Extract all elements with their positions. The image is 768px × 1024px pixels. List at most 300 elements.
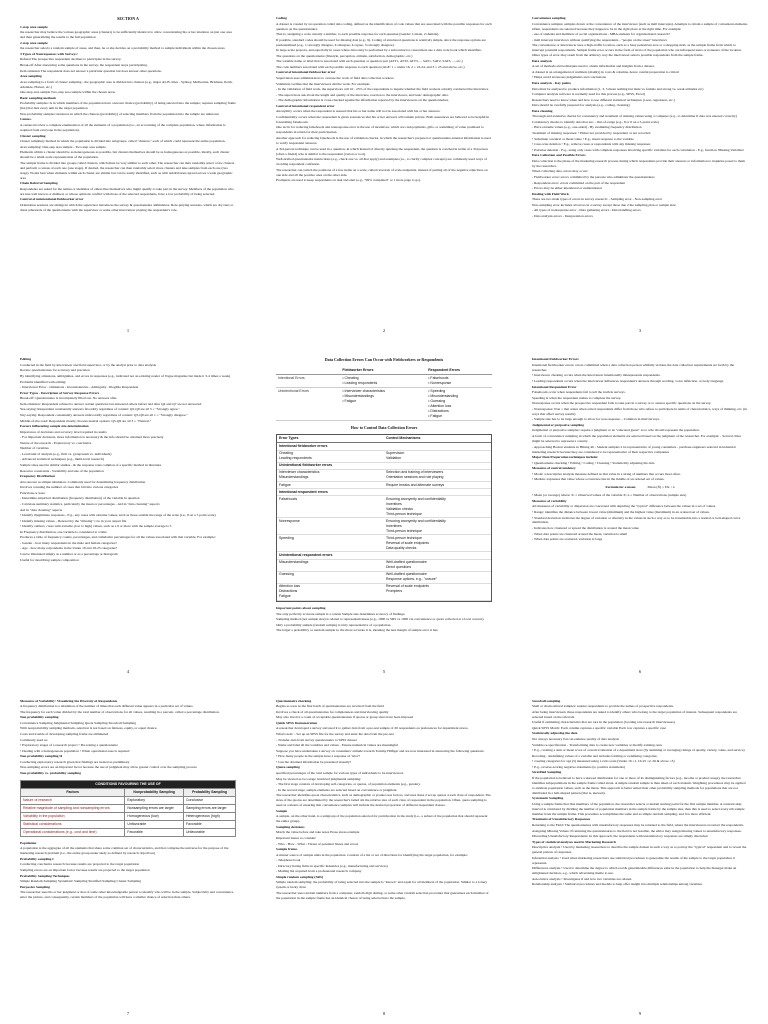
paragraph: Begins as soon as the first batch of questionnaires are received from the field [276,704,384,709]
section-heading: Snowball sampling [532,698,561,703]
section-heading: Types of statistical analyses used in Marketing Research [532,839,616,844]
paragraph: Orientation sessions are sittings in which the supervisor introduces the survey & questionnaire administers. Role-playing sessions, which are dry runs or dress rehearsals of the questionnaire with the supervisor or some other interviewer playing the respondent's role. [20,202,234,212]
paragraph: - The demographic information is cross-checked against the information reported by the interviewers on the questionnaires. [276,98,449,103]
column-header: Probability Sampling [183,788,235,796]
page-number: 5 [382,669,386,675]
section-heading: Systematic Sampling [532,796,564,801]
section-heading: Control of unintentional fieldworker error [20,197,84,202]
paragraph: Item omission The respondent does not answer a particular question but does answer other questions. [20,68,162,73]
paragraph: Nature of the research - Exploratory vs. conclusive [20,440,92,445]
paragraph: • Identify illegitimate responses - E.g., any cases with extreme values, such as those outside the range of the scale (i.e., 8 on a 7-point scale) [20,513,216,518]
paragraph: Resource constraints - Variability and size of the population [20,468,104,473]
paragraph: A form of convenience sampling in which the population elements are selected based on the judgment of the researcher. For example: - Several cities might be selected to represent a country [532,434,741,443]
page-number: 4 [126,669,130,675]
paragraph: Importance of decisions and accuracy level required in results [20,429,107,434]
paragraph: Supervision uses administrators to oversee the work of field data collection workers. [276,76,395,80]
paragraph: Simple random sampling: the probability of being selected into the sample is "known" and equal for all members of the population. Similar to a lottery system or lucky draw [276,880,488,890]
paragraph: Falsehoods occur when respondents fail to tell the truth in surveys. [532,390,626,395]
page-number: 8 [382,1010,386,1016]
paragraph: - When data points are scattered, variation is large [532,537,603,542]
control-mechanism-cell [384,463,491,469]
section-heading: 3 Types of Nonresponses with Surveys: [20,51,78,56]
paragraph: • E.g., creating a sum or mean score of overall evaluation of a department store (by summing or averaging ratings of quality, variety, value, and service) [532,748,745,753]
control-mechanism-cell: Selection and training of interviewers Orientation sessions and role playing [386,470,444,480]
value-cell: Favorable [183,820,235,828]
paragraph: Inferential analysis • Used when marketing researchers use statistical procedures to generalize the results of the sample to the target population it represents. [532,855,735,865]
paragraph: - Interviewer Error - Omissions - Inconsistencies - Ambiguity - Illegible Respondent [20,385,139,390]
paragraph: - Data analysis errors - Interpretation errors [532,213,593,218]
paragraph: If the population is believed to have a skewed distribution for one or more of its distinguishing factors (e.g., income or product usage), the researcher identifies subpopulations in the sample frame called strata. A simple random sample is then taken of each stratum. Weighting procedures may be applied to estimate population values, such as the mean. This approach is better suited than other probability sampling methods for populations that are not distributed in a bell-shaped pattern (that is, skewed). [532,775,746,795]
paragraph: Researchers need to know when and how to use different statistical techniques (t-test, regression, etc.) [532,97,675,102]
control-mechanism-cell: Ensuring anonymity and confidentiality Incentives Validation checks Third-person technique [386,496,446,516]
respondent-errors-cell: • Speeding • Misunderstanding • Guessing • Attention loss • Distractions • Fatigue [426,387,492,420]
paragraph: Confidentiality occurs when the respondent is given assurances that his or her answers will remain private. Both assurances are believed to be helpful in forestalling falsehoods. [276,114,490,124]
factor-cell: Variability in the population [21,812,125,820]
section-heading: Quota sampling [276,765,300,770]
table-row [276,387,492,420]
paragraph: - use of students and members of social organizations - MBA students for organizational research? [532,32,670,37]
table-row [21,812,236,820]
sampling-comparison-table [20,780,236,837]
paragraph: Intentional fieldworker errors: errors committed when a data collection person willfully violates the data collection requirements set forth by the researcher. [532,362,735,372]
paragraph: The researcher can switch the positions of a few items on a scale, called reversals of scale endpoints, instead of putting all of the negative adjectives on one side and all the positive ones on the other side. [276,167,488,177]
paragraph: A master source of sample units in the population. Consists of a list or set of directions for identifying the target population, for example: [276,852,468,857]
section-heading: Probability Sampling Techniques [20,873,70,878]
paragraph: Produces a table of frequency counts, percentages, and cumulative percentages for all the values associated with that variable. For example: [20,535,216,540]
paragraph: A sample, on the other hand, is a subgroup of the population selected for participation in the study (i.e., a subset of the population that should represent the entire group). [276,814,488,824]
paragraph: Commonly used as: [20,737,48,742]
paragraph: Computer analysis software is normally used for this process (e.g., SPSS, Excel) [532,92,645,97]
control-mechanism-cell [384,489,491,495]
page-4 [0,341,256,682]
paragraph: The sample frame is divided into groups called clusters, which must be very similar to each other. The researcher can then randomly select a few clusters and perform a census of each one (one stage). If desired, the researcher can then randomly select more clusters and take samples from each one (two stage). Works best when elements within each cluster are similar but can be easily identified, such as with subdivisions spread across a wide geographic area [20,160,235,180]
section-heading: Basic sampling methods [20,95,56,100]
paragraph: Sampling errors are an important factor because results are projected to the target population [20,867,150,872]
section-heading: Chain Referral Sampling [20,181,58,186]
paragraph: Thorough and extensive checks for consistency and treatment of missing values using a computer (e.g., to determine if data was entered correctly) [532,114,737,119]
section-heading: Measures of variability [532,498,567,503]
section-heading: Data cleaning [532,108,553,113]
paragraph: Yea-saying: Respondent consistently answers favorably regardless of content: Q5-Q9 are all 5 = "Strongly agree." [20,407,180,412]
paragraph: Anonymity occurs when the respondent is assured that his or her name will not be associated with his or her answers. [276,109,441,114]
paragraph: • Median: expresses that value whose occurrence lies in the middle of an ordered set of values. [532,477,665,482]
paragraph: • Substitute a neutral or mean value • E.g., mean response to the variable [532,136,634,141]
paragraph: Relationship analysis • Statistical procedures and models to help offer insight into multiple relationships among variables. [532,882,703,887]
paragraph: - Fieldworker error: errors committed by the persons who administer the questionnaires [532,174,655,179]
paragraph: • Mean (or average) where: Xᵢ = Observed values of the variable X; n = Number of observations (sample size) [532,493,687,498]
error-type-cell: Fatigue [279,482,291,487]
error-type-cell: Falsehoods [279,496,298,501]
paragraph: In Frequency distribution, one variable is considered at a time [20,529,107,534]
paragraph: - Indicates how clustered or spread the distribution is around the mean value [532,526,639,531]
table-caption: CONDITIONS FAVOURING THE USE OF [21,780,236,788]
error-type-cell: Guessing [279,572,294,577]
error-type-cell: Unintentional respondent errors [279,553,333,558]
paragraph: - Age - how many respondents in the Under 18 and 18-25 categories? [20,546,118,551]
paragraph: Returning to the Field: The questionnaires with unsatisfactory responses may be returned to the field, where the interviewers recontact the respondents. [532,823,744,828]
paragraph: - Telephone book [276,858,301,863]
figure-title: Data Collection Errors Can Occur with Fieldworkers or Respondents [324,357,444,363]
paragraph: - The supervisors ask about the length and quality of the interview, reaction to the interviewer, and basic demographic data. [276,92,449,97]
paragraph: - In the validation of field work, the supervisors call 10 - 25% of the respondents to inquire whether the field workers actually conducted the interviews. [276,87,489,92]
section-heading: Data analysis [532,58,552,63]
page-1 [0,0,256,341]
value-cell: Homogeneous (low) [125,812,184,820]
section-heading: Census. [20,117,32,122]
paragraph: - Approaching Boston students in Hiking 40 - Student samples 2 be representative of young consumers - purchase engineers selected in industrial marketing research because they are considered to be representative of their respective companies [532,444,736,454]
error-type-cell: Intentional fieldworker errors [279,443,328,448]
control-mechanism-cell: Require breaks and alternate surveys [386,482,445,487]
paragraph: A dataset is an arrangement of numbers (mainly) in rows & columns, hence careful preparation is critical [532,69,680,74]
paragraph: - Sample size has to be large enough to allow for non-response. - Common in mail surveys. [532,417,660,422]
table-body [21,796,236,836]
paragraph: Number of variables [20,446,49,451]
table-row [21,820,236,828]
paragraph: • Can the obtained information be presented visually? [276,759,352,764]
paragraph: The convenience or interviewer uses a high-traffic location, such as a busy pedestrian area or a shopping mall, as the sample frame from which to intercept potential respondents. Sample frame error occurs in the form of strata of the population who are infrequent users or nonusers of the location. Other types of error may result from the arbitrary way the interviewer selects possible respondents from the sample frame. [532,43,742,58]
paragraph: That is, assigning a code, usually a number, to each possible response for each question (Gender 1=male, 2=female). [276,32,440,37]
table-header [277,435,491,443]
paragraph: Middle-of-the-road: Respondent mostly chooses neutral options: Q5-Q9 are all 3 = "Neutral." [20,418,152,423]
paragraph: After being interviewed, these respondents are asked to identify others who belong to the target population of interest. Subsequent respondents are selected based on the referrals. [532,709,738,719]
paragraph: the researcher selects a random sample of areas, and then, he or she decides on a probability method to sample individuals within the chosen areas [20,46,225,51]
paragraph: Respondents are asked for the names or identities of others like themselves who might qualify to take part in the survey. Members of the population who are less well known or disliked, or whose opinions conflict with those of the selected respondents, have a low probability of being selected. [20,186,234,196]
page-body [276,699,492,901]
error-type-cell: Nonresponse [279,518,300,523]
table-section-row [277,489,491,496]
page-body [20,699,236,776]
error-type-cell: Intentional respondent errors [279,489,328,494]
paragraph: The questions on the questionnaire (filestyle, perception, attitude, satisfaction, demographic, etc.) [276,53,413,58]
paragraph: Nay-saying: Respondent consistently answers unfavorably regardless of content: Q5-Q9 are all 1 = "Strongly disagree." [20,412,188,417]
paragraph: Useful if estimating characteristics that are rare in the population (locating rare research interviewees) [532,720,675,725]
section-heading: Editing [20,357,32,362]
table-row [21,796,236,804]
value-cell: Sampling errors are larger [183,804,235,812]
page-8 [256,683,512,1024]
paragraph: - For important decisions, more information is necessary & the info should be obtained more precisely [20,435,164,440]
paragraph: - Mailing list acquired from a professional research company [276,869,362,874]
section-heading: Measures of Variability: Visualizing the Diversity of Respondents [20,698,118,703]
section-heading: Control of intentional respondent error [276,103,335,108]
factor-cell: Nature of research [21,796,125,804]
page-9 [512,683,768,1024]
paragraph: • Pairwise deletion - E.g., using only cases with complete responses involving specific variables for each calculation - E.g., function 'Missing Variables' [532,147,745,152]
paragraph: Using a sample frame that lists members of the population, the researcher selects a random starting point for the first sample member. A constant skip interval is calculated by dividing the number of population members in the sample frame by the sample size, then this is used to select every nth sample member from the sample frame. This procedure accomplishes the same end as simple random sampling, and it is more efficient. [532,801,745,816]
table-row [277,560,491,572]
table-row [276,374,492,387]
section-heading: Data analysis - Key points [532,80,571,85]
control-mechanism-cell: Well-drafted questionnaire Response options, e.g., "unsure" [386,572,437,582]
paragraph: the researcher may believe the various geographic areas (clusters) to be sufficiently identical to allow concentrating his or her attention on just one area and then generalizing the results to the full population [20,30,232,40]
control-mechanism-cell: Reversal of scale endpoints Prompters [386,584,429,594]
paragraph: Differences analysis • Used to determine the degree to which real & generalizable differences exist in the population to help the manager make an enlightened decision, e.g., which advertising theme to use. [532,866,737,876]
section-heading: Intentional Respondent Error [532,384,577,389]
section-heading: Important points about sampling [276,605,326,610]
error-types-table [276,367,492,421]
paragraph: Speeding is when the respondent rushes to complete the survey. [532,395,622,400]
paragraph: Involves a check of all questionnaires for completeness and interviewing quality [276,709,389,714]
paragraph: • creating categories for age (5) measured using a ratio scale (Under 16 =1, 16-25 =2, 26 & above =3) [532,759,675,764]
paragraph: Cluster sampling: method in which the population is divided into subgroups, called "clusters," each of which could represent the entire population. [20,139,226,144]
paragraph: Involves counting the number of cases that fall into various categories [20,485,119,490]
paragraph: - In the second stage, sample elements are selected based on convenience or judgment. [276,787,398,792]
paragraph: • Dealing with a homogeneous population • When operational ease is required [20,748,130,753]
page-body [20,25,236,213]
paragraph: - Errors may be either intentional or unintentional [532,186,602,191]
paragraph: Aid in "data cleaning" aspects [20,507,63,512]
control-mechanism-cell: Well-drafted questionnaire Direct questions [386,560,427,570]
paragraph: • Interviewer cheating occurs when the interviewer intentionally misrepresents respondents. [532,373,661,378]
paragraph: - Who - How - What - Threat of potential biases and errors [276,841,359,846]
column-header: Nonprobability Sampling [125,788,184,796]
page-2 [256,0,512,341]
section-heading: Measures of central tendency [532,466,576,471]
paragraph: A set of methods and techniques used to obtain information and insights from a dataset. [532,64,655,69]
paragraph: Area sampling is a form of cluster sampling - the geographic area is divided into clusters (e.g., major ALIS cities - Sydney, Melbourne, Brisbane, Perth, Adelaide, Hobart, etc.) [20,79,233,89]
value-cell: Unfavorable [183,828,235,836]
paragraph: - Level/unit of analysis (e.g., firm vs. group/team vs. individuals) [20,451,112,456]
value-cell: Nonsampling errors are larger [125,804,184,812]
paragraph: Item omission: Respondent refused to answer certain questions but answered others before and after Q4 and Q7 are not answered. [20,401,202,406]
figure-title: How to Control Data Collection Errors [350,424,418,430]
section-heading: Area sampling [20,74,42,79]
table-row [277,518,491,535]
error-type-cell: Misunderstandings [279,560,309,565]
table-section-row [277,463,491,470]
column-header: Factors [21,788,125,796]
paragraph: - Have extreme values (e.g., one-sided) - By examining frequency distribution [532,125,642,130]
error-type-cell: Unintentional fieldworker errors [279,463,333,468]
paragraph: - Transfer data from survey questionnaire to SPSS dataset [276,737,357,742]
paragraph: • Range: identifies the distance between lowest value (minimum) and the highest value (maximum) in an ordered set of values. [532,509,710,514]
column-header: Respondent Errors [426,367,492,374]
section-heading: Factors influencing sample size determination [20,424,89,429]
paragraph: Descriptive analysis • Used by marketing researchers to describe the sample dataset in such a way as to portray the "typical" respondent and to reveal the general pattern of responses. [532,845,747,855]
factor-cell: Relative magnitude of sampling and nonsampling errors [21,804,125,812]
page-body [532,357,748,482]
page-body [20,357,236,562]
paragraph: A dataset is created by an operation called data coding, defined as the identification of code values that are associated with the possible responses for each question on the questionnaire. [276,21,492,31]
paragraph: • Standard deviation: indicates the degree of variation or diversity in the values in such a way as to be translatable into a normal or bell-shaped curve distribution. [532,515,741,525]
formula-label: Formula for a mean [605,485,636,490]
section-heading: Non-probability sampling II [20,754,63,759]
section-heading: 2-step area sample [20,40,48,45]
section-heading: Convenience sampling [532,16,566,20]
table-row [277,470,491,482]
paragraph: Also known as simple tabulation. Commonly used for determining frequency distribution [20,479,146,484]
value-cell: Unfavorable [125,820,184,828]
section-heading: Error Types - Description of Survey Response Errors [20,390,100,395]
paragraph: • Helps avoid erroneous judgements and conclusions [532,75,606,80]
error-type-cell: Attention loss Distractions Fatigue [279,584,301,599]
paragraph: The researcher uses his or her judgment or that of some other knowledgeable person to identify who will be in the sample. Subjectivity and convenience enter the picture, and consequently, certain members of the population will have a smaller chance of selection than others. [20,890,234,900]
section-heading: Data Collection and Possible Errors [532,153,586,158]
section-heading: Frequency Distribution [20,474,56,479]
table-row [21,804,236,812]
error-type-cell: Speeding [279,535,294,540]
paragraph: A 3rd-person technique can be used in a question, in which instead of directly quizzing the respondent, the question is couched in terms of a 3rd person (often a friend) who is similar to the respondent (carton or tool). [276,146,488,156]
paragraph: Conducting exploratory research given that findings are treated as preliminary [20,759,130,764]
paragraph: The researcher identifies quota characteristics, such as demographic or product use factors, and uses these 2 set up quotas 4 each class of respondent. The sizes of the quotas are determined by the researcher's belief abt the relative size of each class of respondent in the population. Often, quota sampling is used as a means of ensuring that convenience samples will include the desired proportion of different respondent classes. [276,793,491,808]
paragraph: • Mode: a descriptive analysis measure defined as that value in a string of numbers that occurs most often. [532,471,681,476]
section-heading: Intentional Fieldworker Errors [532,357,579,362]
page-number: 1 [126,327,130,333]
paragraph: Another approach for reducing falsehoods is the use of validation checks, in which the researcher's prepared or questionnaire-internal information is used to verify respondent answers. [276,136,491,145]
section-heading: Coding [276,16,287,20]
paragraph: • Identify outliers, cases with extreme (low to high) values, such as a 9 or more with the sample average is 5 [20,524,172,529]
section-heading: Cluster sampling [20,133,46,138]
column-header: Fieldworker Errors [340,367,426,374]
paragraph: - All types of nonresponse error - Data gathering errors - Data handling errors [532,208,641,213]
paragraph: • Leading respondents occurs when the interviewer influences respondent's answers through wording, voice inflection, or body language. [532,378,725,383]
paragraph: Variable re-specification - Transforming data to create new variables or modify existing ones [532,742,663,747]
section-heading: Non-probability sampling [20,715,59,720]
paragraph: All measures of variability or dispersion are concerned with depicting the "typical" difference between the values in a set of values. [532,504,717,509]
section-heading: Sampling decisions [276,824,305,829]
formula-equation: Mean (X̄) = ΣXᵢ / n [647,485,675,490]
paragraph: Data should be carefully prepared for analysis (e.g., coding, cleaning) [532,103,630,108]
section-heading: Population [20,840,37,845]
paragraph: The frequency for each value divided by the total number of observations for all values, resulting in a percent, called a percentage distribution. [20,709,220,714]
value-cell: Favorable [125,828,184,836]
paragraph: Data must be analysed to produce information (1, 3, 5 mean nothing but male vs. female and strong vs. weak attitudes etc) [532,86,704,91]
table-row [277,572,491,584]
paragraph: - Nonresponse: Non = that arises when actual respondents differ from those who refuse to participate in terms of characteristics, ways of thinking, etc. (in ways that affect survey results) [532,406,748,416]
paragraph: specified percentages of the total sample for various types of individuals to be interviewed. [276,770,404,775]
paragraph: If possible, standard codes should be used for missing data (e.g., 9). Coding of structured questions is relatively simple, since the response options are predetermined (e.g., 1=strongly disagree, 2=disagree, 4=agree, 5=strongly disagree). [276,37,486,47]
page-3 [512,0,768,341]
row-category: Unintentional Errors [276,387,340,420]
paragraph: Non-probability samples: instances in which the chances (probability) of selecting members from the population into the sample are unknown [20,111,219,116]
paragraph: Elements within a cluster should be as heterogeneous as possible, but clusters themselves should be as homogeneous as possible. Ideally, each cluster should be a small-scale representation of the population. [20,150,230,160]
paragraph: Convenience Sampling Judgmental Sampling Quota Sampling Snowball Sampling [20,720,136,725]
fieldworker-errors-cell: • Interviewer characteristics • Misunderstandings • Fatigue [340,387,426,420]
value-cell: Heterogeneous (high) [183,812,235,820]
section-heading: Questionnaire checking [276,698,312,703]
value-cell: Exploratory [125,796,184,804]
paragraph: Refusal The prospective respondent declines to participate in the survey. [20,57,122,62]
paragraph: Only a probability sample (random sample) is truly representative of a population. [276,622,392,627]
page-number: 6 [638,669,642,675]
paragraph: The researcher uses random numbers from a computer, random digit dialing, or some other random selection procedure that guarantees each member of the population in the sample frame has an identical chance of being selected into the sample. [276,890,489,900]
section-heading: Control of intentional fieldworker error [276,70,336,75]
error-type-cell: Cheating Leading respondents [279,451,312,461]
section-heading: Purposive Sampling [20,884,51,889]
table-row [277,584,491,601]
page-heading: SECTION A [117,16,139,21]
page-number: 7 [126,1010,130,1016]
paragraph: • Identify missing values - Denoted by the "missing" row in your output file [20,518,127,523]
section-heading: Statistically adjusting the data [532,731,578,736]
paragraph: Problems identified with editing: [20,379,67,384]
paragraph: Quick SPSS Match: Each column captures a specific variable Each row captures a specific case [532,725,666,730]
paragraph: What's next: - Set up an SPSS file for the survey and enter the data from the pre-test [276,732,394,737]
paragraph: - Determine empirical distribution (frequency distribution) of the variable in question [20,496,140,501]
table-row [277,535,491,552]
section-heading: Sample frame. [276,847,298,852]
paragraph: By identifying omissions, ambiguities, and errors in responses (e.g., indicated not an existing reader of Vogue magazine but made it 3-4 times a week) [20,374,231,379]
page-number: 2 [382,327,386,333]
column-header: Error Types [279,436,299,441]
section-heading: Major Data Preparation techniques include: [532,455,599,460]
paragraph: One tactic for reducing falsehoods and nonresponse error is the use of incentives, which are cash payments, gifts, or something of value promised to respondents in return for their participation. [276,125,484,135]
paragraph: • E.g., reverse-scoring negative statements (to positive statements) [532,764,625,769]
column-header: Control Mechanisms [386,436,421,441]
paragraph: - mall intercept interviews without qualifying the respondents - "people on the street" interviews [532,37,667,42]
paragraph: Data collection is the phase of the marketing research process during which respondents provide their answers or information to inquiries posed to them by the researcher. [532,158,745,168]
paragraph: Associative analysis • Investigates if and how two variables are related. [532,876,633,881]
factor-cell: Statistical considerations [21,820,125,828]
mean-formula [532,485,748,490]
paragraph: Break-off After answering some questions in the survey, the respondent stops participating. [20,63,148,68]
paragraph: Costs and trouble of developing sampling frame are eliminated [20,732,109,737]
paragraph: Treatment of missing responses: • Either not provided by respondent or not recorded [532,131,651,136]
paragraph: The only perfectly accurate sample is a census Sample size determines accuracy of findings. [276,611,406,616]
paragraph: In large-scale projects, and especially in cases where data entry is performed by a subcontractor, researchers use a data code book which identifies: [276,48,482,53]
paragraph: - The first stage consists of developing self-categories, or quotas, of population elements (e.g., gender). [276,782,421,787]
paragraph: Can be illustrated simply as a number or as a percentage or histogram [20,552,118,557]
page-6 [512,341,768,682]
table-section-row [277,552,491,559]
paragraph: May also involve a count of acceptable questionnaires if quotas or group sizes have been imposed [276,715,414,720]
paragraph: Shell or chain-referral samples: require respondents to provide the names of prospective respondents. [532,704,674,709]
section-heading: Simple random sampling (SRS) [276,874,324,879]
paragraph: A census involves a complete enumeration of all the elements of a population (i.e., an accounting of the complete population, where information is required from everyone in the population). [20,123,226,132]
section-heading: 1-step area sample [20,24,48,29]
respondent-errors-cell: • Falsehoods • Nonresponse [426,374,492,387]
paragraph: Sample sizes used in similar studies - & the response rates common of a specific method in literature [20,463,162,468]
paragraph: Validation verifies that the interviewers did the work. For example: [276,81,371,86]
paragraph: Conducting conclusive research because results are projected to the target population [20,862,140,867]
paragraph: A frequency distribution is a tabulation of the number of times that each different value appears in a particular set of values. [20,704,194,709]
section-heading: Quick SPSS Demonstration [276,720,318,725]
paragraph: Useful for describing sample composition [20,557,79,562]
paragraph: One-step area sample Two-step area sample within the chosen areas [20,90,116,95]
paragraph: Match the value before and take notes Erase stress example [276,830,360,835]
paragraph: - Respondent error: errors committed on the part of the respondent [532,180,626,185]
paragraph: Functions or uses: [20,490,46,495]
paragraph: • Questionnaire checking • Editing • Coding • Cleaning • Statistically adjusting the data [532,460,655,465]
fieldworker-errors-cell: • Cheating • Leading respondents [340,374,426,387]
paragraph: • Case-wise deletion • E.g., remove cases or respondents with any missing responses [532,142,651,147]
paragraph: There are two main types of errors in survey research: - Sampling error - Non-sampling error [532,197,663,202]
control-mechanism-cell [384,443,491,449]
control-mechanism-cell: Supervision Validation [386,451,405,461]
table-row [21,828,236,836]
control-mechanisms-table [276,434,492,602]
row-category: Intentional Errors [276,374,340,387]
paragraph: Consistency checks to identify data that are: - Out-of-range (e.g., 8 or 6 on a 5-point scale) [532,119,659,124]
table-row [277,482,491,489]
section-heading: Treatment of Unsatisfactory Responses [532,817,591,822]
paragraph: Prompters are used to keep respondents on task and alert (e.g., "99% completed" or 1 more page to go). [276,178,421,183]
table-section-row [277,443,491,450]
paragraph: The larger a probability or random sample is, the more accurate it is, meaning the less margin of sample error it has. [276,628,439,633]
section-heading: Stratified Sampling [532,770,562,775]
paragraph: Convenience samples: samples drawn at the convenience of the interviewer (such as mall intercepts). Attempts to obtain a sample of convenient elements. Often, respondents are selected because they happen to be in the right place at the right time. For example: [532,21,748,31]
page-5 [256,341,512,682]
paragraph: - Name and label all the variables and values - Ensure numerical values are meaningful [276,743,399,748]
page-number: 9 [638,1010,642,1016]
section-heading: Judgmental or purposive sampling [532,422,584,427]
section-heading: Non-probability vs. probability sampling [20,770,81,775]
paragraph: The variable name or label that is associated with each question or question part (ATT1, ATT2, ATT3, ... SAT1, SAT2, SAT3, ..., etc.) [276,59,463,64]
page-7 [0,683,256,1024]
control-mechanism-cell: Third-person technique Reversal of scale endpoints Data quality checks [386,535,429,550]
column-header [276,367,340,374]
table-row [277,451,491,463]
